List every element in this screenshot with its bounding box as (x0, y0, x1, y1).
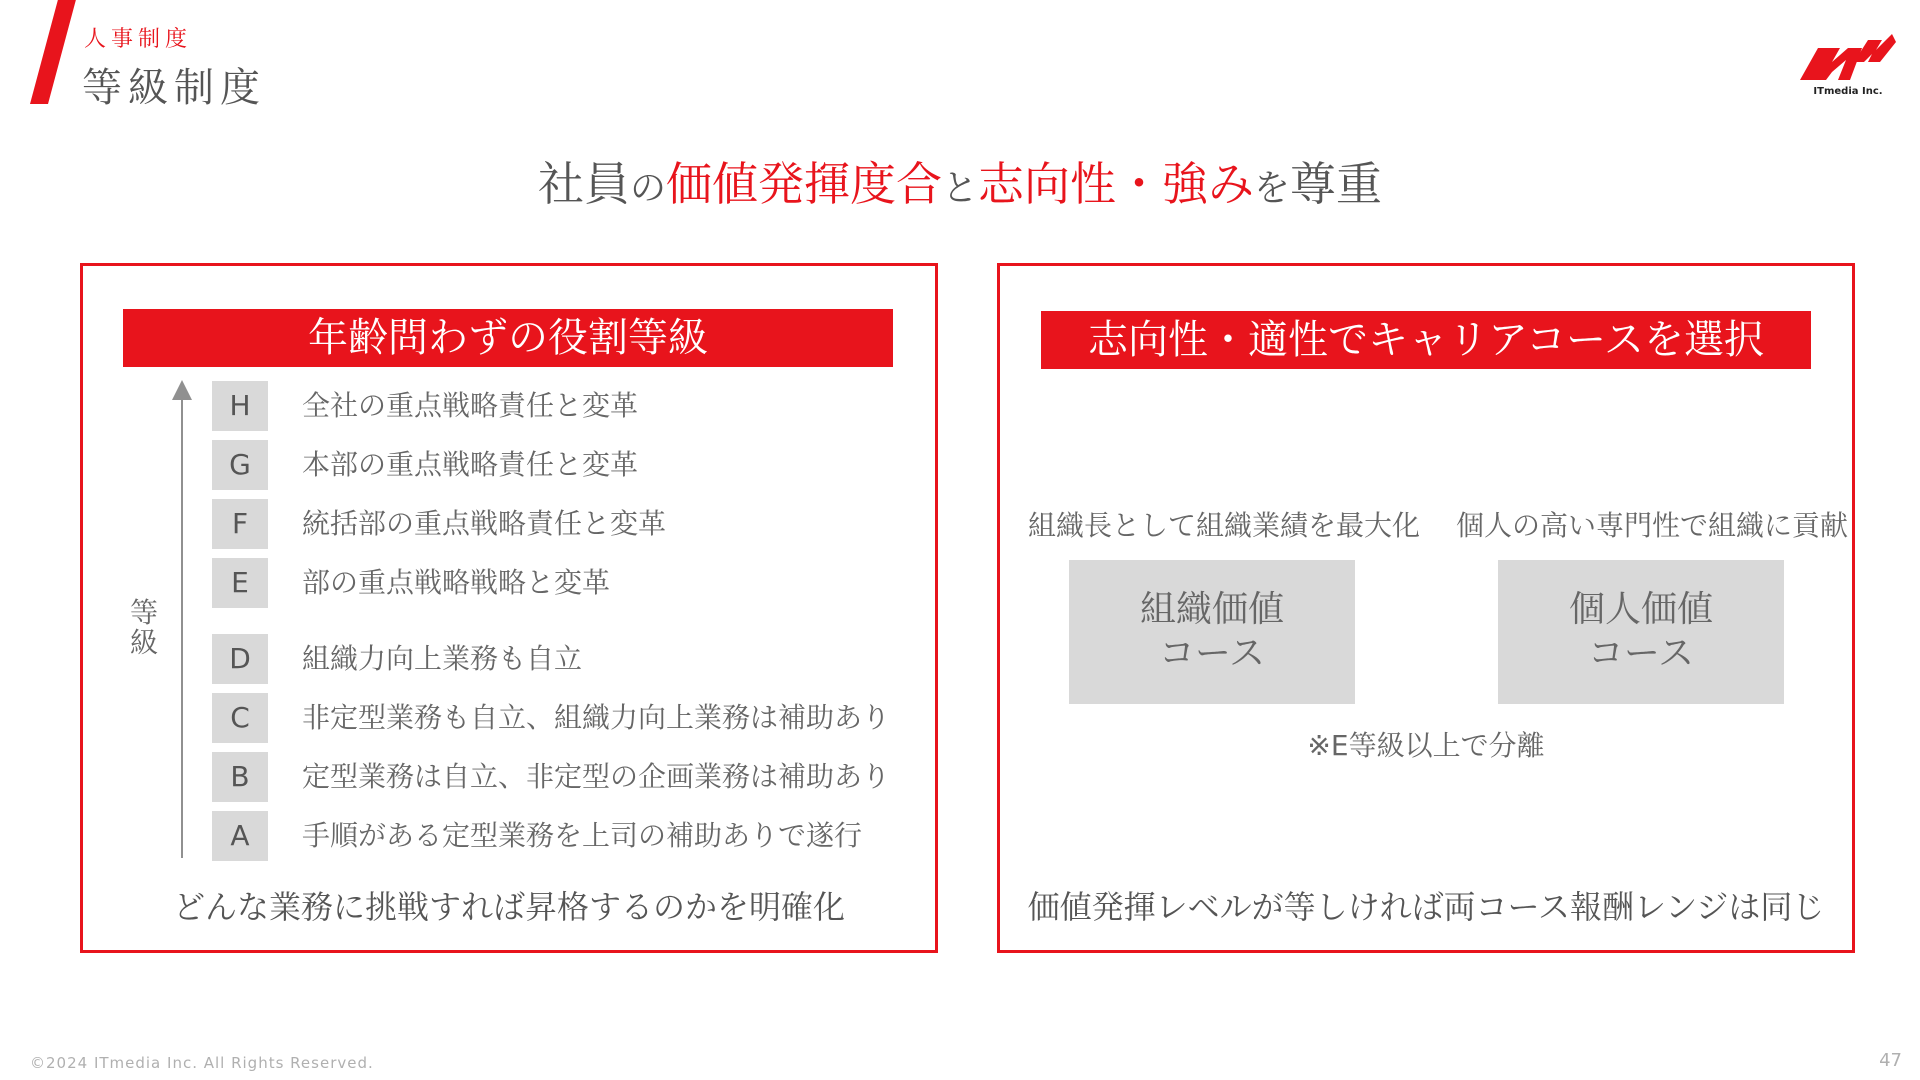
course-caption: 組織長として組織業績を最大化 (1028, 509, 1421, 542)
headline-highlight: 価値発揮度合 (665, 157, 942, 211)
grade-badge: D (212, 634, 268, 684)
grade-panel-footer: どんな業務に挑戦すれば昇格するのかを明確化 (172, 888, 845, 926)
course-note: ※E等級以上で分離 (1307, 729, 1545, 762)
grade-axis-label: 等級 (129, 596, 158, 659)
grade-description: 組織力向上業務も自立 (302, 642, 583, 675)
headline (0, 148, 1920, 214)
grade-badge: A (212, 811, 268, 861)
headline-part: の (629, 168, 666, 209)
grade-badge: H (212, 381, 268, 431)
title-slash-accent (30, 0, 76, 104)
grade-badge: E (212, 558, 268, 608)
grade-description: 本部の重点戦略責任と変革 (302, 448, 639, 481)
grade-badge: G (212, 440, 268, 490)
course-box-individual (1498, 560, 1784, 704)
grade-badge: C (212, 693, 268, 743)
course-subtitle: コース (1158, 633, 1266, 674)
grade-description: 部の重点戦略戦略と変革 (302, 566, 611, 599)
grade-description: 手順がある定型業務を上司の補助ありで遂行 (302, 819, 863, 852)
grade-axis-line (181, 390, 183, 858)
grade-panel-banner: 年齢問わずの役割等級 (123, 309, 893, 367)
headline-part: 社員 (537, 157, 630, 211)
headline-part: と (941, 168, 978, 209)
grade-description: 統括部の重点戦略責任と変革 (302, 507, 667, 540)
page-title: 等級制度 (82, 65, 266, 111)
course-subtitle: コース (1587, 633, 1695, 674)
grade-badge: B (212, 752, 268, 802)
headline-part: 尊重 (1290, 157, 1383, 211)
arrow-up-icon (172, 380, 192, 400)
logo-text: ITmedia Inc. (1813, 86, 1883, 97)
page-number: 47 (1879, 1050, 1902, 1071)
copyright: ©2024 ITmedia Inc. All Rights Reserved. (30, 1054, 374, 1072)
headline-highlight: 志向性・強み (978, 157, 1254, 211)
career-panel-banner: 志向性・適性でキャリアコースを選択 (1041, 311, 1811, 369)
grade-description: 非定型業務も自立、組織力向上業務は補助あり (302, 701, 891, 734)
grade-description: 全社の重点戦略責任と変革 (302, 389, 639, 422)
course-title: 個人価値 (1568, 589, 1713, 630)
course-caption: 個人の高い専門性で組織に貢献 (1456, 509, 1849, 542)
course-box-organization (1069, 560, 1355, 704)
headline-part: を (1254, 168, 1291, 209)
section-label: 人事制度 (84, 27, 193, 52)
grade-description: 定型業務は自立、非定型の企画業務は補助あり (302, 760, 891, 793)
career-panel-footer: 価値発揮レベルが等しければ両コース報酬レンジは同じ (1027, 888, 1825, 926)
course-title: 組織価値 (1139, 589, 1284, 630)
grade-badge: F (212, 499, 268, 549)
